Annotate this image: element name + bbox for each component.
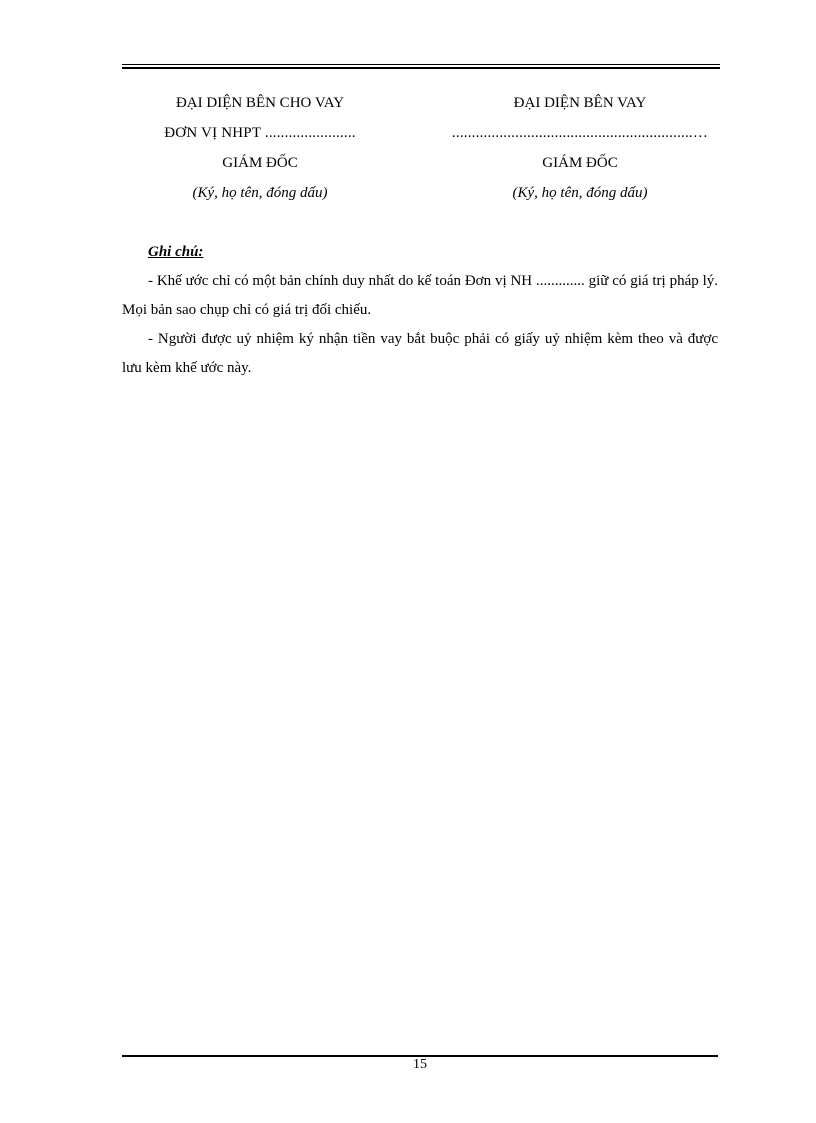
borrower-signature-block: [440, 88, 720, 208]
page-number: 15: [413, 1057, 427, 1072]
lender-heading: ĐẠI DIỆN BÊN CHO VAY: [175, 95, 345, 111]
lender-sign-note: (Ký, họ tên, đóng dấu): [192, 185, 328, 201]
note-item: - Người được uỷ nhiệm ký nhận tiền vay bắt buộc phải có giấy uỷ nhiệm kèm theo và được lưu kèm khế ước này.: [122, 331, 718, 376]
notes-title: Ghi chú:: [148, 244, 204, 260]
borrower-sign-note: (Ký, họ tên, đóng dấu): [512, 185, 648, 201]
notes-section: [122, 238, 718, 383]
header-rule: [122, 64, 720, 70]
lender-title: GIÁM ĐỐC: [222, 155, 298, 171]
note-item: - Khế ước chỉ có một bản chính duy nhất do kế toán Đơn vị NH ............. giữ có giá trị pháp lý. Mọi bản sao chụp chỉ có giá trị đối chiếu.: [122, 273, 718, 318]
borrower-heading: ĐẠI DIỆN BÊN VAY: [513, 95, 647, 111]
borrower-org: .............................................................…: [451, 125, 709, 141]
lender-signature-block: [130, 88, 390, 208]
lender-org: ĐƠN VỊ NHPT .......................: [164, 125, 356, 141]
borrower-title: GIÁM ĐỐC: [542, 155, 618, 171]
